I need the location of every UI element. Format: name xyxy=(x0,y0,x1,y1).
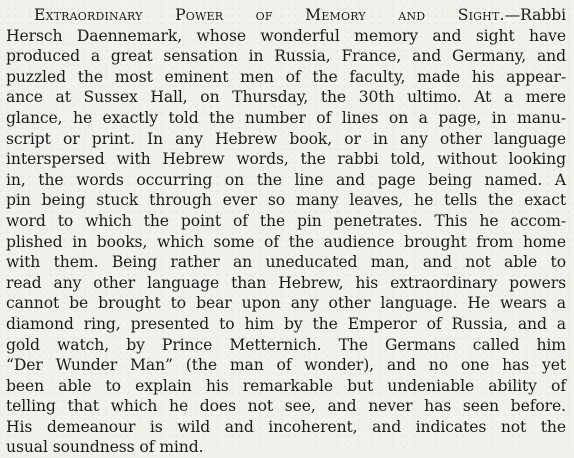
article-text-line: produced a great sensation in Russia, France, and Germany, and xyxy=(6,47,566,66)
article-text-line: His demeanour is wild and incoherent, and indicates not the xyxy=(6,417,566,436)
article-text-line: word to which the point of the pin penetrates. This he accom- xyxy=(6,211,566,230)
article-text-line: puzzled the most eminent men of the faculty, made his appear- xyxy=(6,67,566,86)
article-text-line: Hersch Daennemark, whose wonderful memory and sight have xyxy=(6,26,566,45)
article-first-line xyxy=(6,5,566,26)
article-column xyxy=(6,5,566,458)
article-text-line: in, the words occurring on the line and page being named. A xyxy=(6,170,566,189)
article-text-line: plished in books, which some of the audience brought from home xyxy=(6,232,566,251)
article-text-line: telling that which he does not see, and never has seen before. xyxy=(6,397,566,416)
article-text-line: read any other language than Hebrew, his extraordinary powers xyxy=(6,273,566,292)
article-text-line: usual soundness of mind. xyxy=(6,438,204,457)
article-text-line: “Der Wunder Man” (the man of wonder), and no one has yet xyxy=(6,356,566,375)
article-text-line: diamond ring, presented to him by the Emperor of Russia, and a xyxy=(6,314,566,333)
article-title: Extraordinary Power of Memory and Sight. xyxy=(34,6,505,24)
article-text-line: pin being stuck through ever so many leaves, he tells the exact xyxy=(6,191,566,210)
article-text-line: —Rabbi xyxy=(504,6,566,24)
article-text-line: glance, he exactly told the number of lines on a page, in manu- xyxy=(6,108,566,127)
article-text-line: been able to explain his remarkable but undeniable ability of xyxy=(6,376,566,395)
article-text-line: cannot be brought to bear upon any other language. He wears a xyxy=(6,294,566,313)
article-text-line: script or print. In any Hebrew book, or in any other language xyxy=(6,129,566,148)
article-text-line: gold watch, by Prince Metternich. The Germans called him xyxy=(6,335,566,354)
article-text-line: interspersed with Hebrew words, the rabbi told, without looking xyxy=(6,150,566,169)
article-text-line: with them. Being rather an uneducated man, and not able to xyxy=(6,253,566,272)
article-text-line: ance at Sussex Hall, on Thursday, the 30th ultimo. At a mere xyxy=(6,88,566,107)
